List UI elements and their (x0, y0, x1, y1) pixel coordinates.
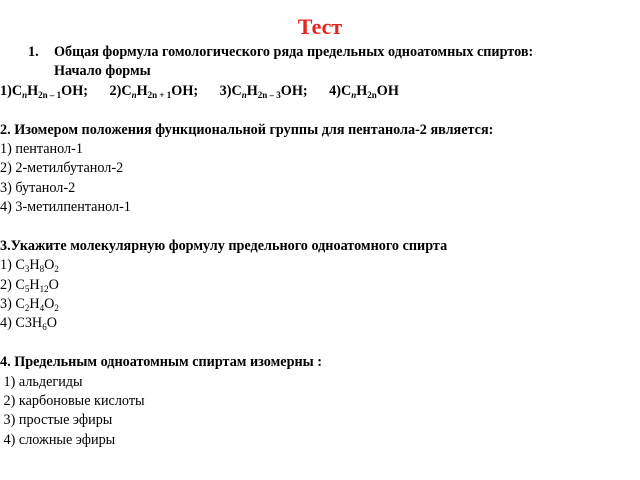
test-content (0, 43, 628, 450)
question-2-option-1[interactable]: 1) пентанол-1 (0, 140, 83, 157)
question-3-option-3[interactable]: 3) $C_2H_4O_2$ (0, 296, 59, 314)
question-3-heading: 3.Укажите молекулярную формулу предельного одноатомного спирта (0, 237, 448, 254)
question-4-option-1[interactable]: 1) альдегиды (0, 373, 83, 390)
page-title: Тест (297, 14, 343, 39)
question-3-option-1[interactable]: 1) $C_3H_8O_2$ (0, 257, 59, 275)
question-1-subtext: Начало формы (54, 63, 151, 80)
question-1-text: Общая формула гомологического ряда предельных одноатомных спиртов: (54, 44, 534, 60)
question-1-options (0, 82, 628, 101)
question-2-option-2[interactable]: 2) 2-метилбутанол-2 (0, 160, 124, 177)
question-3-option-4[interactable]: 4) $C3H_6O$ (0, 315, 57, 333)
question-1-option-1[interactable]: $1)C_nH_{2n - 1}OH$; (0, 82, 88, 100)
question-2-heading: 2. Изомером положения функциональной группы для пентанола-2 является: (0, 121, 494, 138)
question-3-option-2[interactable]: 2) $C_5H_{12}O$ (0, 276, 59, 294)
question-2-option-3[interactable]: 3) бутанол-2 (0, 179, 76, 196)
question-4-option-2[interactable]: 2) карбоновые кислоты (0, 393, 145, 410)
question-1-number: 1. (28, 44, 39, 60)
question-1-heading (28, 43, 628, 62)
question-4-option-3[interactable]: 3) простые эфиры (0, 412, 113, 429)
question-4-option-4[interactable]: 4) сложные эфиры (0, 431, 116, 448)
question-2-option-4[interactable]: 4) 3-метилпентанол-1 (0, 199, 131, 216)
question-1-option-4[interactable]: $4)C_nH_{2n}OH$ (329, 82, 399, 100)
question-1-option-2[interactable]: $2)C_nH_{2n + 1}OH$; (109, 82, 199, 100)
question-1-option-3[interactable]: $3)C_nH_{2n - 3}OH$; (219, 82, 308, 100)
question-4-heading: 4. Предельным одноатомным спиртам изомерны : (0, 354, 322, 371)
